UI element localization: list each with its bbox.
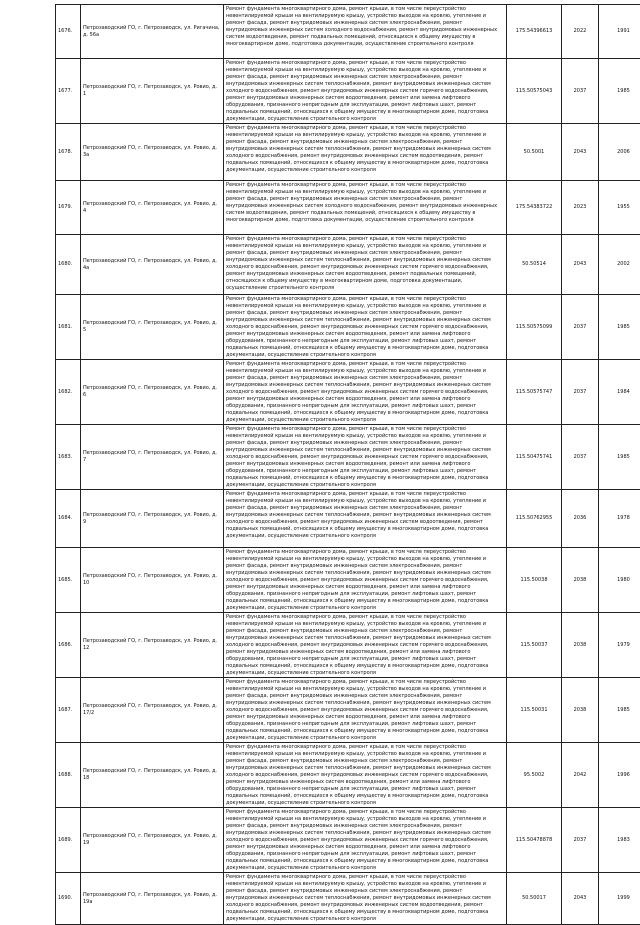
row-address: Петрозаводский ГО, г. Петрозаводск, ул. Ровио, д. 7 bbox=[81, 425, 224, 490]
row-built-year: 1985 bbox=[599, 295, 640, 360]
row-year: 2023 bbox=[562, 181, 599, 235]
row-number: 1680. bbox=[56, 235, 81, 295]
row-address: Петрозаводский ГО, г. Петрозаводск, ул. Ровио, д. 10 bbox=[81, 548, 224, 613]
row-address: Петрозаводский ГО, г. Петрозаводск, ул. Ригачина, д. 56а bbox=[81, 5, 224, 59]
table-row bbox=[56, 743, 640, 808]
row-number: 1676. bbox=[56, 5, 81, 59]
row-cost: 115.50762955 bbox=[507, 490, 562, 548]
table-row bbox=[56, 59, 640, 124]
row-address: Петрозаводский ГО, г. Петрозаводск, ул. Ровио, д. 19 bbox=[81, 808, 224, 873]
table-row bbox=[56, 235, 640, 295]
row-works: Ремонт фундамента многоквартирного дома, ремонт крыши, в том числе переустройство невентилируемой крыши на вентилируемую крышу, устройство выходов на кровлю, утепление и ремонт фасада, ремонт внутридомовых инженерных систем электроснабжения, ремонт внутридомовых инженерных систем холодного водоснабжения, ремонт внутридомовых инженерных систем водоотведения, ремонт подвальных помещений, относящихся к общему имуществу в многоквартирном доме, подготовка документации, осуществление строительного контроля bbox=[224, 5, 507, 59]
row-works: Ремонт фундамента многоквартирного дома, ремонт крыши, в том числе переустройство невентилируемой крыши на вентилируемую крышу, устройство выходов на кровлю, утепление и ремонт фасада, ремонт внутридомовых инженерных систем электроснабжения, ремонт внутридомовых инженерных систем теплоснабжения, ремонт внутридомовых инженерных систем холодного водоснабжения, ремонт внутридомовых инженерных систем горячего водоснабжения, ремонт внутридомовых инженерных систем водоотведения, ремонт или замена лифтового оборудования, признанного непригодным для эксплуатации, ремонт лифтовых шахт, ремонт подвальных помещений, относящихся к общему имуществу в многоквартирном доме, подготовка документации, осуществление строительного контроля bbox=[224, 678, 507, 743]
row-number: 1677. bbox=[56, 59, 81, 124]
row-year: 2038 bbox=[562, 613, 599, 678]
row-works: Ремонт фундамента многоквартирного дома, ремонт крыши, в том числе переустройство невентилируемой крыши на вентилируемую крышу, устройство выходов на кровлю, утепление и ремонт фасада, ремонт внутридомовых инженерных систем электроснабжения, ремонт внутридомовых инженерных систем теплоснабжения, ремонт внутридомовых инженерных систем холодного водоснабжения, ремонт внутридомовых инженерных систем горячего водоснабжения, ремонт внутридомовых инженерных систем водоотведения, ремонт или замена лифтового оборудования, признанного непригодным для эксплуатации, ремонт лифтовых шахт, ремонт подвальных помещений, относящихся к общему имуществу в многоквартирном доме, подготовка документации, осуществление строительного контроля bbox=[224, 59, 507, 124]
row-cost: 115.50475741 bbox=[507, 425, 562, 490]
row-works: Ремонт фундамента многоквартирного дома, ремонт крыши, в том числе переустройство невентилируемой крыши на вентилируемую крышу, устройство выходов на кровлю, утепление и ремонт фасада, ремонт внутридомовых инженерных систем электроснабжения, ремонт внутридомовых инженерных систем теплоснабжения, ремонт внутридомовых инженерных систем холодного водоснабжения, ремонт внутридомовых инженерных систем горячего водоснабжения, ремонт внутридомовых инженерных систем водоотведения, ремонт или замена лифтового оборудования, признанного непригодным для эксплуатации, ремонт лифтовых шахт, ремонт подвальных помещений, относящихся к общему имуществу в многоквартирном доме, подготовка документации, осуществление строительного контроля bbox=[224, 613, 507, 678]
row-address: Петрозаводский ГО, г. Петрозаводск, ул. Ровио, д. 3а bbox=[81, 124, 224, 181]
row-address: Петрозаводский ГО, г. Петрозаводск, ул. Ровио, д. 19а bbox=[81, 873, 224, 925]
row-works: Ремонт фундамента многоквартирного дома, ремонт крыши, в том числе переустройство невентилируемой крыши на вентилируемую крышу, устройство выходов на кровлю, утепление и ремонт фасада, ремонт внутридомовых инженерных систем электроснабжения, ремонт внутридомовых инженерных систем теплоснабжения, ремонт внутридомовых инженерных систем холодного водоснабжения, ремонт внутридомовых инженерных систем горячего водоснабжения, ремонт внутридомовых инженерных систем водоотведения, ремонт подвальных помещений, относящихся к общему имуществу в многоквартирном доме, подготовка документации, осуществление строительного контроля bbox=[224, 235, 507, 295]
row-built-year: 1979 bbox=[599, 613, 640, 678]
row-number: 1683. bbox=[56, 425, 81, 490]
row-works: Ремонт фундамента многоквартирного дома, ремонт крыши, в том числе переустройство невентилируемой крыши на вентилируемую крышу, устройство выходов на кровлю, утепление и ремонт фасада, ремонт внутридомовых инженерных систем электроснабжения, ремонт внутридомовых инженерных систем теплоснабжения, ремонт внутридомовых инженерных систем холодного водоснабжения, ремонт внутридомовых инженерных систем горячего водоснабжения, ремонт внутридомовых инженерных систем водоотведения, ремонт или замена лифтового оборудования, признанного непригодным для эксплуатации, ремонт лифтовых шахт, ремонт подвальных помещений, относящихся к общему имуществу в многоквартирном доме, подготовка документации, осуществление строительного контроля bbox=[224, 743, 507, 808]
table-row bbox=[56, 124, 640, 181]
row-built-year: 1991 bbox=[599, 5, 640, 59]
row-year: 2043 bbox=[562, 235, 599, 295]
row-built-year: 1985 bbox=[599, 678, 640, 743]
row-year: 2042 bbox=[562, 743, 599, 808]
row-works: Ремонт фундамента многоквартирного дома, ремонт крыши, в том числе переустройство невентилируемой крыши на вентилируемую крышу, устройство выходов на кровлю, утепление и ремонт фасада, ремонт внутридомовых инженерных систем электроснабжения, ремонт внутридомовых инженерных систем теплоснабжения, ремонт внутридомовых инженерных систем холодного водоснабжения, ремонт внутридомовых инженерных систем горячего водоснабжения, ремонт внутридомовых инженерных систем водоотведения, ремонт или замена лифтового оборудования, признанного непригодным для эксплуатации, ремонт лифтовых шахт, ремонт подвальных помещений, относящихся к общему имуществу в многоквартирном доме, подготовка документации, осуществление строительного контроля bbox=[224, 425, 507, 490]
row-address: Петрозаводский ГО, г. Петрозаводск, ул. Ровио, д. 18 bbox=[81, 743, 224, 808]
row-cost: 115.50478878 bbox=[507, 808, 562, 873]
row-year: 2036 bbox=[562, 490, 599, 548]
row-cost: 95.5002 bbox=[507, 743, 562, 808]
row-built-year: 2006 bbox=[599, 124, 640, 181]
row-number: 1688. bbox=[56, 743, 81, 808]
row-address: Петрозаводский ГО, г. Петрозаводск, ул. Ровио, д. 1 bbox=[81, 59, 224, 124]
table-row bbox=[56, 295, 640, 360]
table-row bbox=[56, 678, 640, 743]
table-row bbox=[56, 613, 640, 678]
table-row bbox=[56, 873, 640, 925]
row-year: 2043 bbox=[562, 873, 599, 925]
row-cost: 115.50575099 bbox=[507, 295, 562, 360]
row-number: 1687. bbox=[56, 678, 81, 743]
row-year: 2037 bbox=[562, 425, 599, 490]
row-cost: 115.50037 bbox=[507, 613, 562, 678]
table-row bbox=[56, 548, 640, 613]
row-number: 1689. bbox=[56, 808, 81, 873]
row-works: Ремонт фундамента многоквартирного дома, ремонт крыши, в том числе переустройство невентилируемой крыши на вентилируемую крышу, устройство выходов на кровлю, утепление и ремонт фасада, ремонт внутридомовых инженерных систем электроснабжения, ремонт внутридомовых инженерных систем теплоснабжения, ремонт внутридомовых инженерных систем холодного водоснабжения, ремонт внутридомовых инженерных систем водоотведения, ремонт подвальных помещений, относящихся к общему имуществу в многоквартирном доме, подготовка документации, осуществление строительного контроля bbox=[224, 124, 507, 181]
row-number: 1682. bbox=[56, 360, 81, 425]
row-works: Ремонт фундамента многоквартирного дома, ремонт крыши, в том числе переустройство невентилируемой крыши на вентилируемую крышу, устройство выходов на кровлю, утепление и ремонт фасада, ремонт внутридомовых инженерных систем электроснабжения, ремонт внутридомовых инженерных систем холодного водоснабжения, ремонт внутридомовых инженерных систем водоотведения, ремонт подвальных помещений, относящихся к общему имуществу в многоквартирном доме, подготовка документации, осуществление строительного контроля bbox=[224, 181, 507, 235]
row-number: 1678. bbox=[56, 124, 81, 181]
row-address: Петрозаводский ГО, г. Петрозаводск, ул. Ровио, д. 4а bbox=[81, 235, 224, 295]
row-number: 1690. bbox=[56, 873, 81, 925]
row-address: Петрозаводский ГО, г. Петрозаводск, ул. Ровио, д. 17/2 bbox=[81, 678, 224, 743]
row-number: 1681. bbox=[56, 295, 81, 360]
row-year: 2038 bbox=[562, 548, 599, 613]
row-built-year: 1985 bbox=[599, 425, 640, 490]
row-built-year: 1955 bbox=[599, 181, 640, 235]
row-address: Петрозаводский ГО, г. Петрозаводск, ул. Ровио, д. 6 bbox=[81, 360, 224, 425]
row-works: Ремонт фундамента многоквартирного дома, ремонт крыши, в том числе переустройство невентилируемой крыши на вентилируемую крышу, устройство выходов на кровлю, утепление и ремонт фасада, ремонт внутридомовых инженерных систем электроснабжения, ремонт внутридомовых инженерных систем теплоснабжения, ремонт внутридомовых инженерных систем холодного водоснабжения, ремонт внутридомовых инженерных систем горячего водоснабжения, ремонт внутридомовых инженерных систем водоотведения, ремонт или замена лифтового оборудования, признанного непригодным для эксплуатации, ремонт лифтовых шахт, ремонт подвальных помещений, относящихся к общему имуществу в многоквартирном доме, подготовка документации, осуществление строительного контроля bbox=[224, 295, 507, 360]
table-row bbox=[56, 360, 640, 425]
row-built-year: 1996 bbox=[599, 743, 640, 808]
row-built-year: 1983 bbox=[599, 808, 640, 873]
row-cost: 50.50514 bbox=[507, 235, 562, 295]
row-cost: 115.50031 bbox=[507, 678, 562, 743]
row-number: 1685. bbox=[56, 548, 81, 613]
capital-repair-table bbox=[55, 4, 640, 925]
row-works: Ремонт фундамента многоквартирного дома, ремонт крыши, в том числе переустройство невентилируемой крыши на вентилируемую крышу, устройство выходов на кровлю, утепление и ремонт фасада, ремонт внутридомовых инженерных систем электроснабжения, ремонт внутридомовых инженерных систем теплоснабжения, ремонт внутридомовых инженерных систем холодного водоснабжения, ремонт внутридомовых инженерных систем горячего водоснабжения, ремонт внутридомовых инженерных систем водоотведения, ремонт или замена лифтового оборудования, признанного непригодным для эксплуатации, ремонт лифтовых шахт, ремонт подвальных помещений, относящихся к общему имуществу в многоквартирном доме, подготовка документации, осуществление строительного контроля bbox=[224, 360, 507, 425]
row-year: 2037 bbox=[562, 295, 599, 360]
row-address: Петрозаводский ГО, г. Петрозаводск, ул. Ровио, д. 9 bbox=[81, 490, 224, 548]
table-row bbox=[56, 5, 640, 59]
row-works: Ремонт фундамента многоквартирного дома, ремонт крыши, в том числе переустройство невентилируемой крыши на вентилируемую крышу, устройство выходов на кровлю, утепление и ремонт фасада, ремонт внутридомовых инженерных систем электроснабжения, ремонт внутридомовых инженерных систем теплоснабжения, ремонт внутридомовых инженерных систем холодного водоснабжения, ремонт внутридомовых инженерных систем водоотведения, ремонт подвальных помещений, относящихся к общему имуществу в многоквартирном доме, подготовка документации, осуществление строительного контроля bbox=[224, 873, 507, 925]
row-built-year: 1984 bbox=[599, 360, 640, 425]
row-address: Петрозаводский ГО, г. Петрозаводск, ул. Ровио, д. 12 bbox=[81, 613, 224, 678]
table-row bbox=[56, 808, 640, 873]
row-works: Ремонт фундамента многоквартирного дома, ремонт крыши, в том числе переустройство невентилируемой крыши на вентилируемую крышу, устройство выходов на кровлю, утепление и ремонт фасада, ремонт внутридомовых инженерных систем электроснабжения, ремонт внутридомовых инженерных систем теплоснабжения, ремонт внутридомовых инженерных систем холодного водоснабжения, ремонт внутридомовых инженерных систем горячего водоснабжения, ремонт внутридомовых инженерных систем водоотведения, ремонт или замена лифтового оборудования, признанного непригодным для эксплуатации, ремонт лифтовых шахт, ремонт подвальных помещений, относящихся к общему имуществу в многоквартирном доме, подготовка документации, осуществление строительного контроля bbox=[224, 548, 507, 613]
table-row bbox=[56, 425, 640, 490]
program-table-sheet bbox=[55, 4, 618, 925]
row-built-year: 1999 bbox=[599, 873, 640, 925]
row-number: 1684. bbox=[56, 490, 81, 548]
row-year: 2037 bbox=[562, 808, 599, 873]
row-address: Петрозаводский ГО, г. Петрозаводск, ул. Ровио, д. 5 bbox=[81, 295, 224, 360]
table-row bbox=[56, 490, 640, 548]
row-year: 2022 bbox=[562, 5, 599, 59]
row-year: 2038 bbox=[562, 678, 599, 743]
row-built-year: 1985 bbox=[599, 59, 640, 124]
row-cost: 115.50038 bbox=[507, 548, 562, 613]
row-year: 2037 bbox=[562, 59, 599, 124]
table-row bbox=[56, 181, 640, 235]
row-cost: 50.5001 bbox=[507, 124, 562, 181]
row-address: Петрозаводский ГО, г. Петрозаводск, ул. Ровио, д. 4 bbox=[81, 181, 224, 235]
row-built-year: 1978 bbox=[599, 490, 640, 548]
row-built-year: 1980 bbox=[599, 548, 640, 613]
row-works: Ремонт фундамента многоквартирного дома, ремонт крыши, в том числе переустройство невентилируемой крыши на вентилируемую крышу, устройство выходов на кровлю, утепление и ремонт фасада, ремонт внутридомовых инженерных систем электроснабжения, ремонт внутридомовых инженерных систем теплоснабжения, ремонт внутридомовых инженерных систем холодного водоснабжения, ремонт внутридомовых инженерных систем водоотведения, ремонт подвальных помещений, относящихся к общему имуществу в многоквартирном доме, подготовка документации, осуществление строительного контроля bbox=[224, 490, 507, 548]
row-number: 1679. bbox=[56, 181, 81, 235]
row-number: 1686. bbox=[56, 613, 81, 678]
row-works: Ремонт фундамента многоквартирного дома, ремонт крыши, в том числе переустройство невентилируемой крыши на вентилируемую крышу, устройство выходов на кровлю, утепление и ремонт фасада, ремонт внутридомовых инженерных систем электроснабжения, ремонт внутридомовых инженерных систем теплоснабжения, ремонт внутридомовых инженерных систем холодного водоснабжения, ремонт внутридомовых инженерных систем горячего водоснабжения, ремонт внутридомовых инженерных систем водоотведения, ремонт или замена лифтового оборудования, признанного непригодным для эксплуатации, ремонт лифтовых шахт, ремонт подвальных помещений, относящихся к общему имуществу в многоквартирном доме, подготовка документации, осуществление строительного контроля bbox=[224, 808, 507, 873]
row-year: 2043 bbox=[562, 124, 599, 181]
table-body bbox=[56, 5, 640, 925]
row-cost: 115.50575043 bbox=[507, 59, 562, 124]
row-cost: 50.50017 bbox=[507, 873, 562, 925]
row-cost: 115.50575747 bbox=[507, 360, 562, 425]
row-year: 2037 bbox=[562, 360, 599, 425]
row-built-year: 2002 bbox=[599, 235, 640, 295]
row-cost: 175.54383722 bbox=[507, 181, 562, 235]
row-cost: 175.54396613 bbox=[507, 5, 562, 59]
